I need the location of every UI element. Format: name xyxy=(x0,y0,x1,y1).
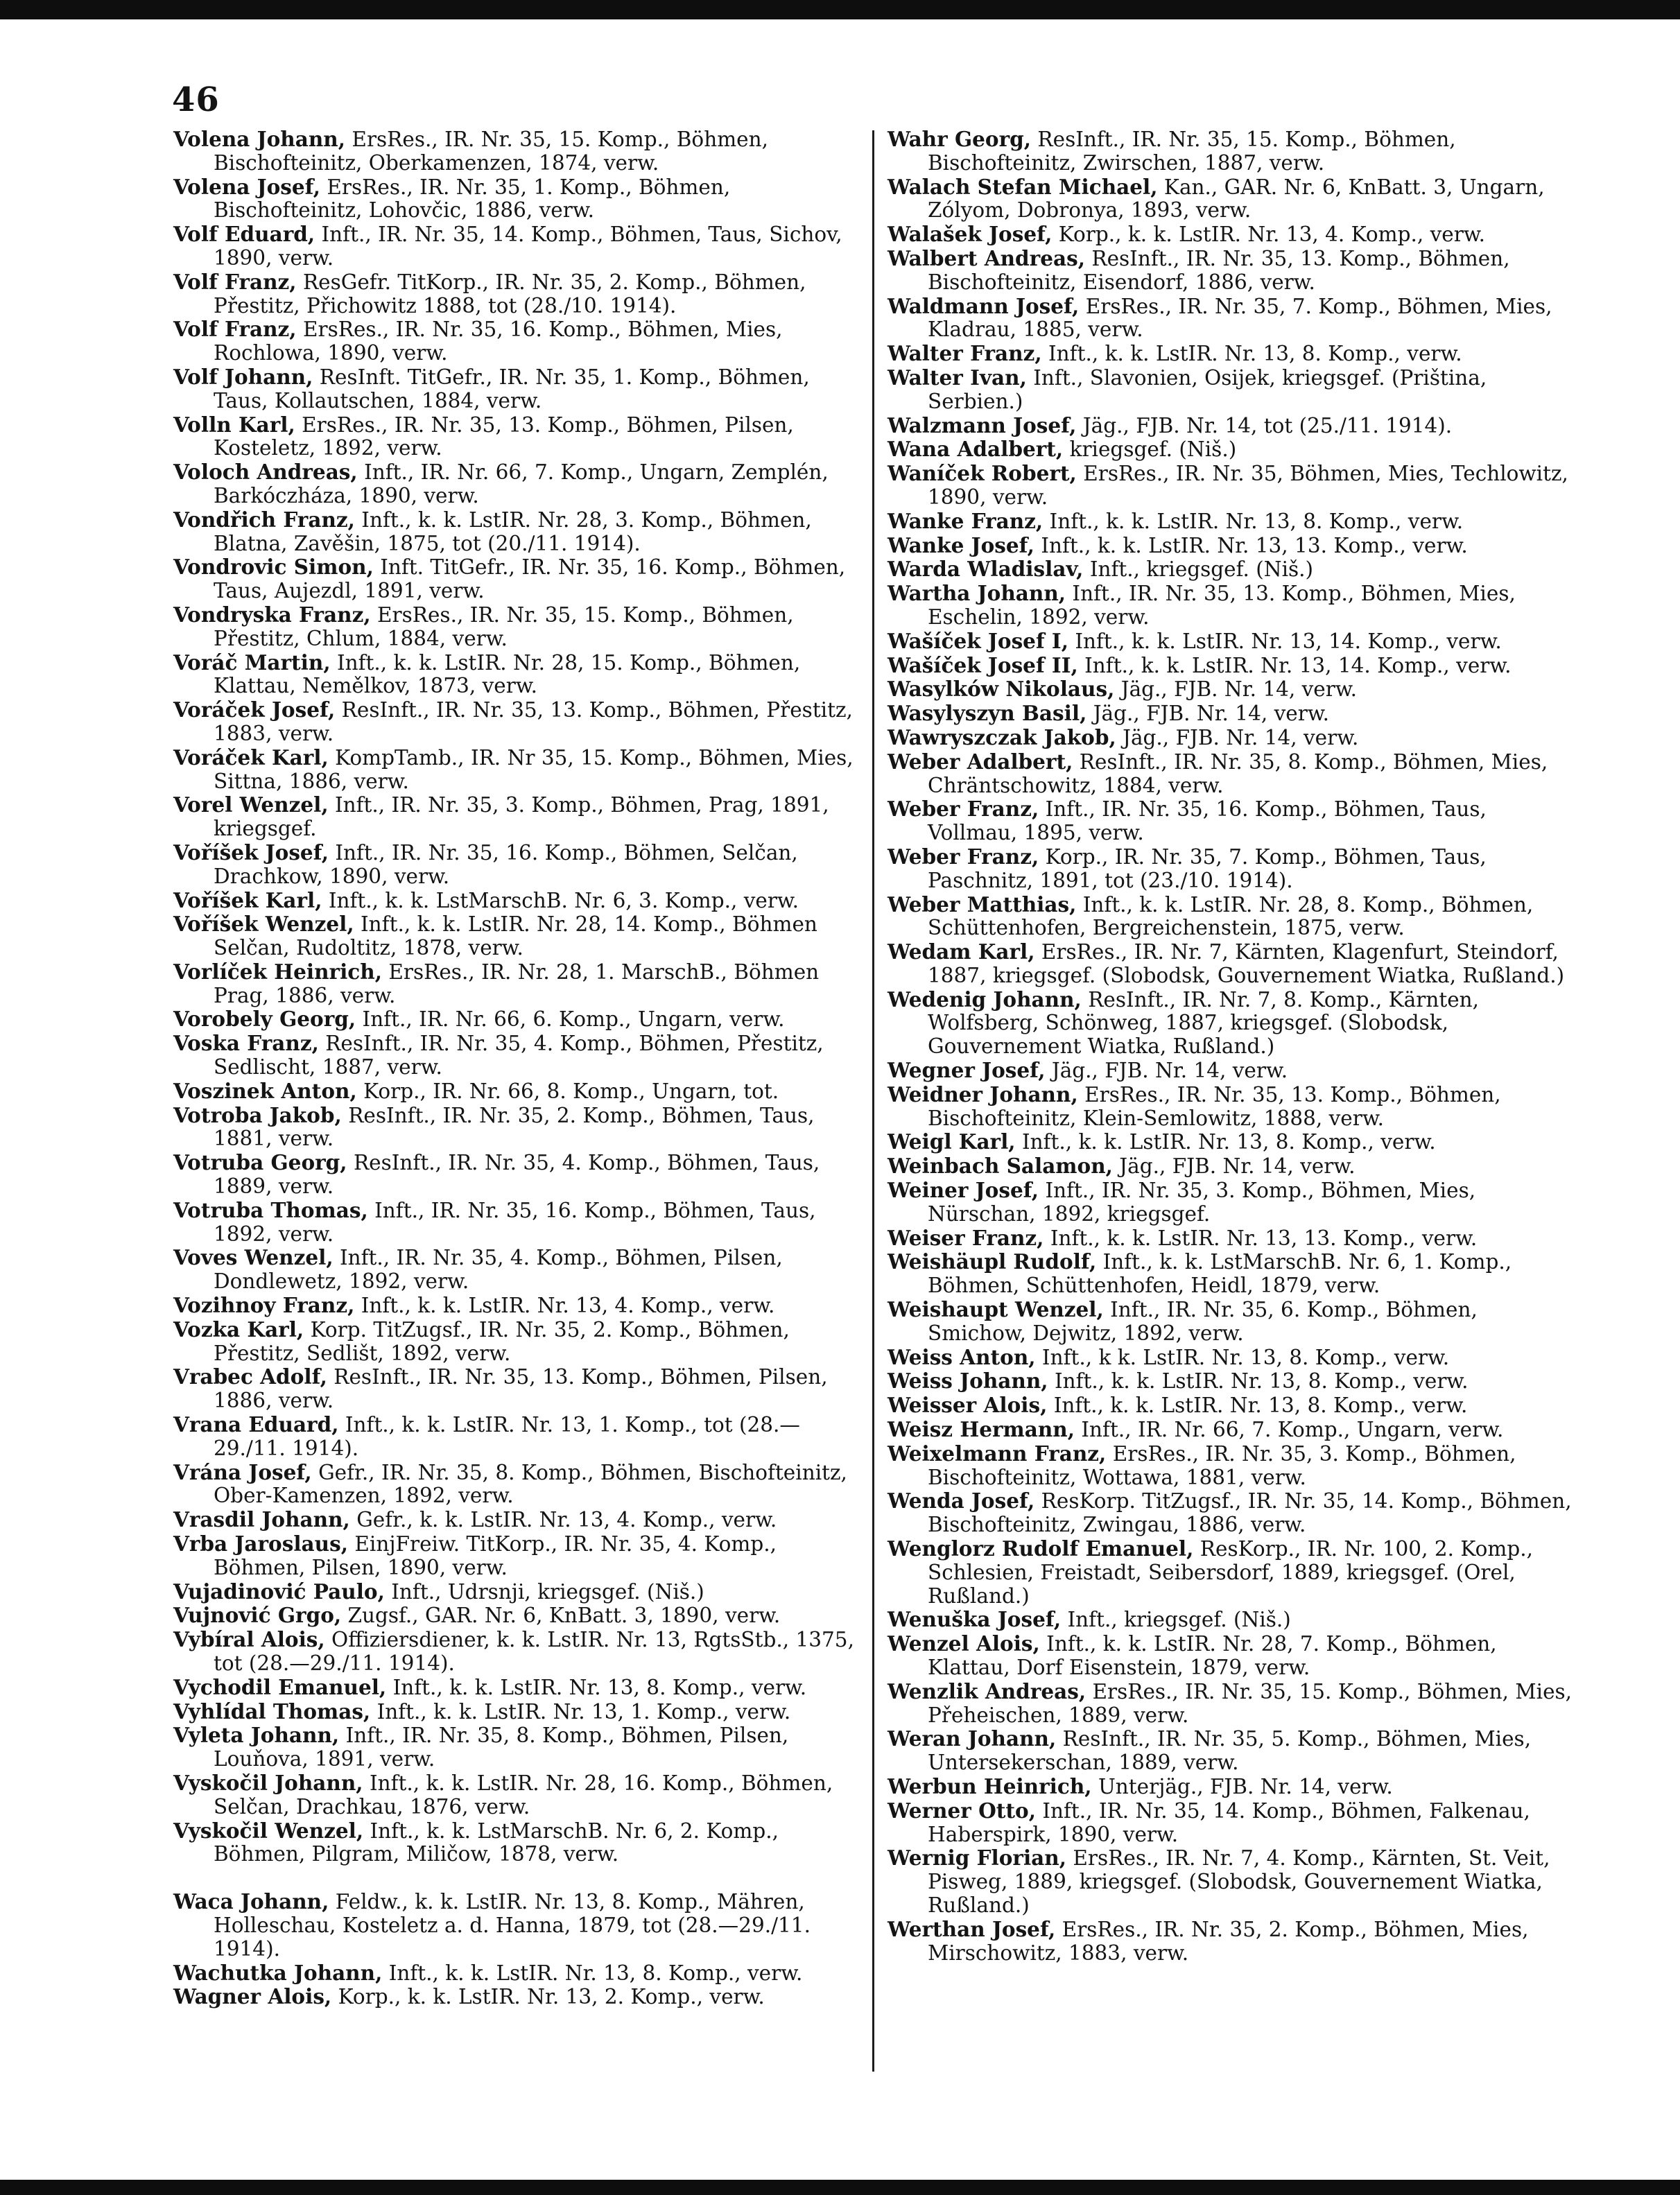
entry-details: kriegsgef. (Niš.) xyxy=(1063,437,1237,462)
roster-entry xyxy=(887,1727,1574,1775)
entry-details: Inft., k. k. LstIR. Nr. 28, 14. Komp., Böhmen Selčan, Rudoltitz, 1878, verw. xyxy=(214,912,817,960)
entry-details: Gefr., IR. Nr. 35, 8. Komp., Böhmen, Bischofteinitz, Ober-Kamenzen, 1892, verw. xyxy=(214,1460,847,1508)
roster-entry xyxy=(887,797,1574,845)
entry-name: Weisz Hermann, xyxy=(887,1417,1075,1442)
entry-details: ErsRes., IR. Nr. 35, 15. Komp., Böhmen, Přestitz, Chlum, 1884, verw. xyxy=(214,602,794,650)
roster-entry xyxy=(887,342,1574,366)
entry-name: Wenzlik Andreas, xyxy=(887,1678,1086,1703)
roster-entry xyxy=(173,555,860,603)
entry-details: ErsRes., IR. Nr. 35, 16. Komp., Böhmen, Mies, Rochlowa, 1890, verw. xyxy=(214,318,783,365)
entry-name: Wahr Georg, xyxy=(887,127,1032,151)
roster-entry xyxy=(887,366,1574,414)
entry-name: Wedenig Johann, xyxy=(887,987,1082,1012)
roster-entry xyxy=(887,175,1574,223)
entry-name: Wawryszczak Jakob, xyxy=(887,725,1116,749)
entry-details: Inft., Udrsnji, kriegsgef. (Niš.) xyxy=(384,1579,704,1604)
entry-name: Volf Franz, xyxy=(173,269,297,294)
entry-name: Vyskočil Johann, xyxy=(173,1770,363,1795)
entry-name: Voříšek Wenzel, xyxy=(173,912,354,937)
entry-details: Jäg., FJB. Nr. 14, verw. xyxy=(1114,677,1357,702)
entry-name: Wašíček Josef II, xyxy=(887,652,1078,677)
entry-details: Jäg., FJB. Nr. 14, verw. xyxy=(1112,1154,1356,1179)
entry-name: Weber Franz, xyxy=(887,797,1039,822)
roster-entry xyxy=(173,1724,860,1771)
entry-name: Wernig Florian, xyxy=(887,1846,1066,1871)
entry-details: Inft., k k. LstIR. Nr. 13, 8. Komp., verw. xyxy=(1035,1345,1450,1369)
entry-details: Korp., k. k. LstIR. Nr. 13, 2. Komp., verw. xyxy=(331,1985,765,2009)
roster-entry xyxy=(887,1537,1574,1608)
roster-entry xyxy=(173,413,860,461)
entry-name: Vrasdil Johann, xyxy=(173,1507,350,1532)
entry-details: ErsRes., IR. Nr. 35, 15. Komp., Böhmen, Mies, Přeheischen, 1889, verw. xyxy=(928,1679,1573,1727)
roster-entry xyxy=(887,557,1574,582)
entry-details: Inft., k. k. LstMarschB. Nr. 6, 2. Komp., Böhmen, Pilgram, Miličow, 1878, verw. xyxy=(214,1819,779,1866)
roster-entry xyxy=(173,1007,860,1032)
entry-details: Korp. TitZugsf., IR. Nr. 35, 2. Komp., Böhmen, Přestitz, Sedlišt, 1892, verw. xyxy=(214,1317,790,1365)
entry-name: Volf Franz, xyxy=(173,317,297,342)
section-gap xyxy=(173,1866,860,1890)
entry-details: Inft., k. k. LstIR. Nr. 13, 8. Komp., verw. xyxy=(382,1961,803,1985)
entry-name: Waca Johann, xyxy=(173,1889,329,1914)
entry-details: ErsRes., IR. Nr. 7, Kärnten, Klagenfurt, Steindorf, 1887, kriegsgef. (Slobodsk, Gouvernement Wiatka, Rußland.) xyxy=(928,940,1565,987)
entry-name: Warda Wladislav, xyxy=(887,557,1084,582)
entry-name: Wenzel Alois, xyxy=(887,1631,1040,1656)
roster-entry xyxy=(887,1799,1574,1847)
entry-name: Walter Franz, xyxy=(887,341,1042,366)
entry-name: Vondryska Franz, xyxy=(173,602,371,627)
entry-details: Inft., kriegsgef. (Niš.) xyxy=(1061,1608,1291,1632)
roster-entry xyxy=(173,1246,860,1294)
entry-details: Inft., k. k. LstIR. Nr. 13, 14. Komp., verw. xyxy=(1068,629,1502,653)
entry-details: Inft., IR. Nr. 66, 7. Komp., Ungarn, Zemplén, Barkóczháza, 1890, verw. xyxy=(214,460,829,507)
entry-name: Werbun Heinrich, xyxy=(887,1773,1092,1798)
entry-details: Inft., k. k. LstIR. Nr. 13, 13. Komp., verw. xyxy=(1034,533,1468,557)
entry-name: Weber Franz, xyxy=(887,844,1039,869)
scan-edge-bottom xyxy=(0,2180,1680,2195)
left-column xyxy=(173,128,860,2009)
entry-name: Wegner Josef, xyxy=(887,1058,1046,1083)
roster-entry xyxy=(887,437,1574,462)
entry-details: ErsRes., IR. Nr. 35, 13. Komp., Böhmen, Pilsen, Kosteletz, 1892, verw. xyxy=(214,413,794,460)
entry-details: ResKorp., IR. Nr. 100, 2. Komp., Schlesien, Freistadt, Seibersdorf, 1889, kriegsgef. (Orel, Rußland.) xyxy=(928,1537,1533,1608)
entry-name: Votroba Jakob, xyxy=(173,1102,342,1127)
entry-details: Inft., IR. Nr. 35, 3. Komp., Böhmen, Mies, Nürschan, 1892, kriegsgef. xyxy=(928,1179,1476,1226)
entry-details: Inft., IR. Nr. 35, 16. Komp., Böhmen, Taus, 1892, verw. xyxy=(214,1198,816,1246)
entry-details: Inft., IR. Nr. 35, 3. Komp., Böhmen, Prag, 1891, kriegsgef. xyxy=(214,793,829,841)
roster-entry xyxy=(173,1961,860,1986)
entry-name: Vrba Jaroslaus, xyxy=(173,1532,348,1556)
right-column xyxy=(887,128,1574,1965)
entry-details: Korp., IR. Nr. 66, 8. Komp., Ungarn, tot. xyxy=(356,1079,779,1103)
entry-details: Inft., k. k. LstIR. Nr. 13, 8. Komp., verw. xyxy=(386,1675,807,1699)
entry-name: Voves Wenzel, xyxy=(173,1245,334,1270)
entry-name: Weinbach Salamon, xyxy=(887,1154,1113,1179)
entry-name: Weiser Franz, xyxy=(887,1225,1044,1250)
entry-details: Inft., k. k. LstIR. Nr. 13, 13. Komp., verw. xyxy=(1043,1226,1478,1250)
entry-name: Weidner Johann, xyxy=(887,1082,1078,1107)
roster-entry xyxy=(173,1151,860,1199)
roster-entry xyxy=(887,1632,1574,1680)
entry-name: Weishaupt Wenzel, xyxy=(887,1297,1104,1322)
roster-entry xyxy=(887,1083,1574,1131)
entry-details: Inft., k. k. LstIR. Nr. 13, 1. Komp., tot (28.—29./11. 1914). xyxy=(214,1413,800,1460)
entry-name: Weber Adalbert, xyxy=(887,749,1073,774)
entry-name: Walašek Josef, xyxy=(887,222,1053,247)
entry-details: ErsRes., IR. Nr. 35, 7. Komp., Böhmen, Mies, Kladrau, 1885, verw. xyxy=(928,294,1552,342)
entry-name: Walzmann Josef, xyxy=(887,413,1077,437)
entry-name: Voříšek Josef, xyxy=(173,840,329,865)
entry-name: Voráček Karl, xyxy=(173,745,329,770)
entry-name: Voszinek Anton, xyxy=(173,1078,357,1103)
entry-name: Vrána Josef, xyxy=(173,1459,312,1484)
entry-name: Wana Adalbert, xyxy=(887,437,1064,462)
roster-entry xyxy=(887,128,1574,175)
scan-edge-top xyxy=(0,0,1680,19)
entry-details: Jäg., FJB. Nr. 14, verw. xyxy=(1116,725,1359,749)
roster-entry xyxy=(173,128,860,175)
entry-details: Inft., IR. Nr. 35, 14. Komp., Böhmen, Taus, Sichov, 1890, verw. xyxy=(214,223,842,270)
entry-name: Volf Eduard, xyxy=(173,222,315,247)
roster-entry xyxy=(173,1318,860,1366)
roster-entry xyxy=(887,1418,1574,1442)
roster-entry xyxy=(173,1890,860,1961)
entry-details: ErsRes., IR. Nr. 35, 15. Komp., Böhmen, Bischofteinitz, Oberkamenzen, 1874, verw. xyxy=(214,128,768,175)
entry-details: Inft., k. k. LstIR. Nr. 28, 15. Komp., Böhmen, Klattau, Nemělkov, 1873, verw. xyxy=(214,650,801,698)
roster-entry xyxy=(887,1608,1574,1632)
entry-details: Inft., IR. Nr. 35, 14. Komp., Böhmen, Falkenau, Haberspirk, 1890, verw. xyxy=(928,1798,1530,1846)
entry-name: Weishäupl Rudolf, xyxy=(887,1249,1097,1274)
entry-details: Jäg., FJB. Nr. 14, verw. xyxy=(1086,702,1329,726)
roster-entry xyxy=(887,845,1574,893)
entry-name: Vrabec Adolf, xyxy=(173,1364,327,1389)
entry-details: ErsRes., IR. Nr. 7, 4. Komp., Kärnten, St. Veit, Pisweg, 1889, kriegsgef. (Slobodsk, Gouvernement Wiatka, Rußland.) xyxy=(928,1846,1550,1917)
entry-name: Wedam Karl, xyxy=(887,939,1035,964)
roster-entry xyxy=(887,1918,1574,1966)
entry-name: Wanke Franz, xyxy=(887,508,1043,533)
roster-entry xyxy=(887,223,1574,247)
roster-entry xyxy=(887,1394,1574,1418)
entry-details: Jäg., FJB. Nr. 14, verw. xyxy=(1045,1059,1288,1083)
roster-entry xyxy=(887,1775,1574,1799)
entry-name: Wenda Josef, xyxy=(887,1489,1035,1513)
entry-name: Vyskočil Wenzel, xyxy=(173,1818,364,1843)
entry-name: Voříšek Karl, xyxy=(173,887,322,912)
roster-entry xyxy=(887,702,1574,726)
roster-entry xyxy=(173,1604,860,1628)
roster-entry xyxy=(887,654,1574,678)
entry-name: Vozka Karl, xyxy=(173,1317,304,1342)
entry-details: Gefr., k. k. LstIR. Nr. 13, 4. Komp., verw. xyxy=(349,1508,777,1532)
entry-name: Vorobely Georg, xyxy=(173,1007,356,1032)
entry-details: Inft., IR. Nr. 66, 6. Komp., Ungarn, verw. xyxy=(356,1007,785,1032)
entry-details: Unterjäg., FJB. Nr. 14, verw. xyxy=(1091,1774,1393,1798)
entry-details: Jäg., FJB. Nr. 14, tot (25./11. 1914). xyxy=(1076,413,1453,437)
entry-name: Vorlíček Heinrich, xyxy=(173,959,382,984)
roster-entry xyxy=(173,1508,860,1532)
entry-name: Weigl Karl, xyxy=(887,1129,1016,1154)
entry-name: Vyleta Johann, xyxy=(173,1723,340,1748)
roster-entry xyxy=(887,247,1574,295)
entry-details: ErsRes., IR. Nr. 35, 3. Komp., Böhmen, Bischofteinitz, Wottawa, 1881, verw. xyxy=(928,1441,1516,1489)
entry-details: ResKorp. TitZugsf., IR. Nr. 35, 14. Komp., Böhmen, Bischofteinitz, Zwingau, 1886, verw. xyxy=(928,1489,1572,1537)
entry-details: Inft., k. k. LstIR. Nr. 13, 8. Komp., verw. xyxy=(1015,1130,1436,1154)
entry-details: Offiziersdiener, k. k. LstIR. Nr. 13, RgtsStb., 1375, tot (28.—29./11. 1914). xyxy=(214,1628,854,1675)
roster-entry xyxy=(887,414,1574,438)
entry-details: ResInft., IR. Nr. 35, 15. Komp., Böhmen, Bischofteinitz, Zwirschen, 1887, verw. xyxy=(928,128,1456,175)
entry-details: ResInft., IR. Nr. 35, 13. Komp., Böhmen, Pilsen, 1886, verw. xyxy=(214,1365,828,1413)
roster-entry xyxy=(173,1365,860,1413)
entry-name: Vychodil Emanuel, xyxy=(173,1674,387,1699)
roster-entry xyxy=(173,1294,860,1318)
roster-entry xyxy=(173,889,860,913)
roster-entry xyxy=(887,1369,1574,1394)
roster-entry xyxy=(887,726,1574,750)
entry-details: Inft., k. k. LstIR. Nr. 13, 4. Komp., verw. xyxy=(354,1294,775,1318)
entry-details: Inft. TitGefr., IR. Nr. 35, 16. Komp., Böhmen, Taus, Aujezdl, 1891, verw. xyxy=(214,555,846,603)
entry-details: ErsRes., IR. Nr. 35, 13. Komp., Böhmen, Bischofteinitz, Klein-Semlowitz, 1888, verw. xyxy=(928,1082,1501,1130)
roster-entry xyxy=(173,1461,860,1509)
entry-details: Inft., IR. Nr. 35, 8. Komp., Böhmen, Pilsen, Louňova, 1891, verw. xyxy=(214,1724,789,1771)
entry-details: ErsRes., IR. Nr. 35, 2. Komp., Böhmen, Mies, Mirschowitz, 1883, verw. xyxy=(928,1917,1529,1965)
entry-details: KompTamb., IR. Nr 35, 15. Komp., Böhmen, Mies, Sittna, 1886, verw. xyxy=(214,745,854,793)
roster-entry xyxy=(887,1346,1574,1370)
roster-entry xyxy=(173,1819,860,1867)
entry-name: Vybíral Alois, xyxy=(173,1627,325,1652)
roster-entry xyxy=(173,270,860,318)
entry-details: Inft., k. k. LstIR. Nr. 28, 16. Komp., Böhmen, Selčan, Drachkau, 1876, verw. xyxy=(214,1771,833,1819)
roster-entry xyxy=(173,912,860,960)
entry-details: Inft., IR. Nr. 35, 16. Komp., Böhmen, Selčan, Drachkow, 1890, verw. xyxy=(214,840,798,888)
roster-entry xyxy=(173,1199,860,1247)
entry-name: Wasylków Nikolaus, xyxy=(887,677,1115,702)
entry-details: Inft., k. k. LstIR. Nr. 13, 8. Komp., verw. xyxy=(1043,509,1464,533)
entry-name: Weber Matthias, xyxy=(887,892,1077,917)
roster-entry xyxy=(887,940,1574,988)
entry-name: Weixelmann Franz, xyxy=(887,1441,1107,1466)
entry-details: Inft., IR. Nr. 66, 7. Komp., Ungarn, verw. xyxy=(1075,1418,1504,1442)
entry-name: Weiss Johann, xyxy=(887,1369,1048,1394)
entry-details: Inft., k. k. LstIR. Nr. 13, 14. Komp., verw. xyxy=(1077,653,1512,677)
roster-entry xyxy=(173,1676,860,1700)
entry-name: Wasylyszyn Basil, xyxy=(887,701,1087,726)
entry-details: Korp., k. k. LstIR. Nr. 13, 4. Komp., verw. xyxy=(1052,223,1485,247)
entry-details: ErsRes., IR. Nr. 35, 1. Komp., Böhmen, Bischofteinitz, Lohovčic, 1886, verw. xyxy=(214,175,731,223)
entry-name: Vondrovic Simon, xyxy=(173,555,374,580)
entry-name: Wenuška Josef, xyxy=(887,1607,1062,1632)
entry-name: Weran Johann, xyxy=(887,1726,1057,1751)
roster-entry xyxy=(887,582,1574,630)
entry-name: Volf Johann, xyxy=(173,364,313,389)
roster-entry xyxy=(887,1226,1574,1251)
entry-name: Weiner Josef, xyxy=(887,1178,1039,1203)
entry-details: ResInft., IR. Nr. 35, 13. Komp., Böhmen, Bischofteinitz, Eisendorf, 1886, verw. xyxy=(928,246,1510,294)
roster-entry xyxy=(173,1413,860,1461)
entry-details: Inft., IR. Nr. 35, 13. Komp., Böhmen, Mies, Eschelin, 1892, verw. xyxy=(928,582,1516,629)
roster-entry xyxy=(173,698,860,746)
roster-entry xyxy=(887,1179,1574,1226)
entry-details: Inft., k. k. LstIR. Nr. 28, 3. Komp., Böhmen, Blatna, Zavěšin, 1875, tot (20./11. 1914). xyxy=(214,507,812,555)
entry-details: Inft., k. k. LstIR. Nr. 13, 8. Komp., verw. xyxy=(1048,1369,1469,1394)
roster-entry xyxy=(173,793,860,841)
roster-entry xyxy=(887,1442,1574,1490)
roster-entry xyxy=(887,1130,1574,1154)
entry-details: ErsRes., IR. Nr. 28, 1. MarschB., Böhmen Prag, 1886, verw. xyxy=(214,960,820,1007)
roster-entry xyxy=(887,1250,1574,1298)
entry-name: Voráček Josef, xyxy=(173,697,336,722)
entry-details: ResInft., IR. Nr. 35, 8. Komp., Böhmen, Mies, Chräntschowitz, 1884, verw. xyxy=(928,749,1548,797)
column-divider xyxy=(872,130,874,2072)
roster-entry xyxy=(173,460,860,508)
entry-details: ResInft., IR. Nr. 7, 8. Komp., Kärnten, Wolfsberg, Schönweg, 1887, kriegsgef. (Slobodsk, Gouvernement Wiatka, Rußland.) xyxy=(928,987,1480,1059)
page-number: 46 xyxy=(172,80,220,119)
roster-entry xyxy=(173,1532,860,1580)
entry-name: Wartha Johann, xyxy=(887,581,1066,606)
entry-name: Werthan Josef, xyxy=(887,1916,1056,1941)
entry-details: Inft., k. k. LstIR. Nr. 13, 8. Komp., verw. xyxy=(1047,1394,1468,1418)
entry-name: Vujnović Grgo, xyxy=(173,1603,342,1628)
roster-entry xyxy=(173,1032,860,1079)
roster-entry xyxy=(887,534,1574,558)
roster-entry xyxy=(173,1079,860,1104)
entry-details: Inft., Slavonien, Osijek, kriegsgef. (Priština, Serbien.) xyxy=(928,365,1487,413)
entry-details: Inft., k. k. LstIR. Nr. 13, 8. Komp., verw. xyxy=(1041,342,1462,366)
entry-name: Votruba Thomas, xyxy=(173,1197,368,1222)
roster-entry xyxy=(173,746,860,794)
roster-entry xyxy=(887,750,1574,798)
entry-name: Vujadinović Paulo, xyxy=(173,1579,385,1604)
entry-details: ResInft., IR. Nr. 35, 4. Komp., Böhmen, Taus, 1889, verw. xyxy=(214,1151,820,1199)
entry-name: Wašíček Josef I, xyxy=(887,628,1068,653)
entry-details: Zugsf., GAR. Nr. 6, KnBatt. 3, 1890, verw. xyxy=(341,1604,781,1628)
entry-name: Vozihnoy Franz, xyxy=(173,1293,355,1318)
entry-name: Wagner Alois, xyxy=(173,1984,332,2009)
entry-name: Voloch Andreas, xyxy=(173,460,358,485)
roster-entry xyxy=(887,630,1574,654)
entry-details: EinjFreiw. TitKorp., IR. Nr. 35, 4. Komp., Böhmen, Pilsen, 1890, verw. xyxy=(214,1532,777,1579)
roster-entry xyxy=(173,1771,860,1819)
entry-name: Walter Ivan, xyxy=(887,365,1027,390)
roster-entry xyxy=(173,365,860,413)
roster-entry xyxy=(173,1628,860,1676)
entry-details: Inft., IR. Nr. 35, 6. Komp., Böhmen, Smichow, Dejwitz, 1892, verw. xyxy=(928,1298,1478,1345)
roster-entry xyxy=(173,841,860,889)
roster-entry xyxy=(173,960,860,1008)
entry-details: ResInft., IR. Nr. 35, 4. Komp., Böhmen, Přestitz, Sedlischt, 1887, verw. xyxy=(214,1032,824,1079)
entry-details: Inft., k. k. LstMarschB. Nr. 6, 1. Komp., Böhmen, Schüttenhofen, Heidl, 1879, verw. xyxy=(928,1250,1512,1298)
entry-name: Walach Stefan Michael, xyxy=(887,174,1158,199)
roster-entry xyxy=(887,1059,1574,1083)
roster-entry xyxy=(173,223,860,270)
entry-details: ResInft. TitGefr., IR. Nr. 35, 1. Komp., Böhmen, Taus, Kollautschen, 1884, verw. xyxy=(214,365,810,413)
roster-entry xyxy=(173,603,860,651)
entry-details: Inft., kriegsgef. (Niš.) xyxy=(1083,557,1314,582)
entry-name: Volena Josef, xyxy=(173,174,320,199)
entry-name: Voráč Martin, xyxy=(173,650,331,675)
entry-details: Kan., GAR. Nr. 6, KnBatt. 3, Ungarn, Zólyom, Dobronya, 1893, verw. xyxy=(928,175,1545,223)
roster-entry xyxy=(887,1154,1574,1179)
roster-entry xyxy=(887,295,1574,342)
entry-name: Vrana Eduard, xyxy=(173,1412,339,1437)
entry-name: Wenglorz Rudolf Emanuel, xyxy=(887,1536,1194,1561)
roster-entry xyxy=(173,175,860,223)
entry-details: ResInft., IR. Nr. 35, 2. Komp., Böhmen, Taus, 1881, verw. xyxy=(214,1103,815,1151)
entry-details: Korp., IR. Nr. 35, 7. Komp., Böhmen, Taus, Paschnitz, 1891, tot (23./10. 1914). xyxy=(928,844,1487,892)
entry-name: Wanke Josef, xyxy=(887,532,1034,557)
entry-details: ErsRes., IR. Nr. 35, Böhmen, Mies, Techlowitz, 1890, verw. xyxy=(928,462,1568,509)
roster-entry xyxy=(173,1985,860,2009)
entry-name: Wachutka Johann, xyxy=(173,1960,383,1985)
entry-name: Waníček Robert, xyxy=(887,461,1077,486)
entry-name: Weiss Anton, xyxy=(887,1344,1036,1369)
roster-entry xyxy=(173,1700,860,1724)
roster-entry xyxy=(887,1489,1574,1537)
entry-details: ResGefr. TitKorp., IR. Nr. 35, 2. Komp., Böhmen, Přestitz, Přichowitz 1888, tot (28./10. 1914). xyxy=(214,270,806,318)
entry-name: Waldmann Josef, xyxy=(887,293,1080,318)
entry-details: Feldw., k. k. LstIR. Nr. 13, 8. Komp., Mähren, Holleschau, Kosteletz a. d. Hanna, 1879, tot (28.—29./11. 1914). xyxy=(214,1890,811,1961)
entry-details: Inft., k. k. LstIR. Nr. 28, 7. Komp., Böhmen, Klattau, Dorf Eisenstein, 1879, verw. xyxy=(928,1632,1497,1679)
entry-details: Inft., k. k. LstMarschB. Nr. 6, 3. Komp., verw. xyxy=(322,888,799,912)
entry-name: Volln Karl, xyxy=(173,412,295,437)
entry-name: Weisser Alois, xyxy=(887,1393,1048,1418)
roster-entry xyxy=(173,508,860,556)
roster-entry xyxy=(887,462,1574,510)
entry-name: Voska Franz, xyxy=(173,1031,319,1056)
entry-details: ResInft., IR. Nr. 35, 13. Komp., Böhmen, Přestitz, 1883, verw. xyxy=(214,698,853,745)
roster-entry xyxy=(887,677,1574,702)
roster-entry xyxy=(173,1104,860,1152)
roster-entry xyxy=(887,1298,1574,1346)
roster-entry xyxy=(173,1580,860,1604)
entry-name: Volena Johann, xyxy=(173,127,346,151)
entry-name: Vyhlídal Thomas, xyxy=(173,1699,371,1724)
entry-name: Votruba Georg, xyxy=(173,1150,347,1175)
entry-details: ResInft., IR. Nr. 35, 5. Komp., Böhmen, Mies, Untersekerschan, 1889, verw. xyxy=(928,1727,1532,1775)
roster-entry xyxy=(887,893,1574,941)
entry-details: Inft., k. k. LstIR. Nr. 28, 8. Komp., Böhmen, Schüttenhofen, Bergreichenstein, 1875, verw. xyxy=(928,892,1534,940)
roster-entry xyxy=(887,1680,1574,1728)
roster-entry xyxy=(173,318,860,365)
entry-details: Inft., IR. Nr. 35, 16. Komp., Böhmen, Taus, Vollmau, 1895, verw. xyxy=(928,797,1487,845)
entry-details: Inft., k. k. LstIR. Nr. 13, 1. Komp., verw. xyxy=(370,1699,791,1724)
roster-entry xyxy=(887,510,1574,534)
entry-name: Werner Otto, xyxy=(887,1798,1036,1823)
entry-name: Vondřich Franz, xyxy=(173,507,355,532)
entry-name: Vorel Wenzel, xyxy=(173,792,329,817)
roster-entry xyxy=(887,988,1574,1059)
roster-entry xyxy=(887,1846,1574,1917)
entry-name: Walbert Andreas, xyxy=(887,245,1085,270)
entry-details: Inft., IR. Nr. 35, 4. Komp., Böhmen, Pilsen, Dondlewetz, 1892, verw. xyxy=(214,1246,783,1294)
roster-entry xyxy=(173,651,860,699)
